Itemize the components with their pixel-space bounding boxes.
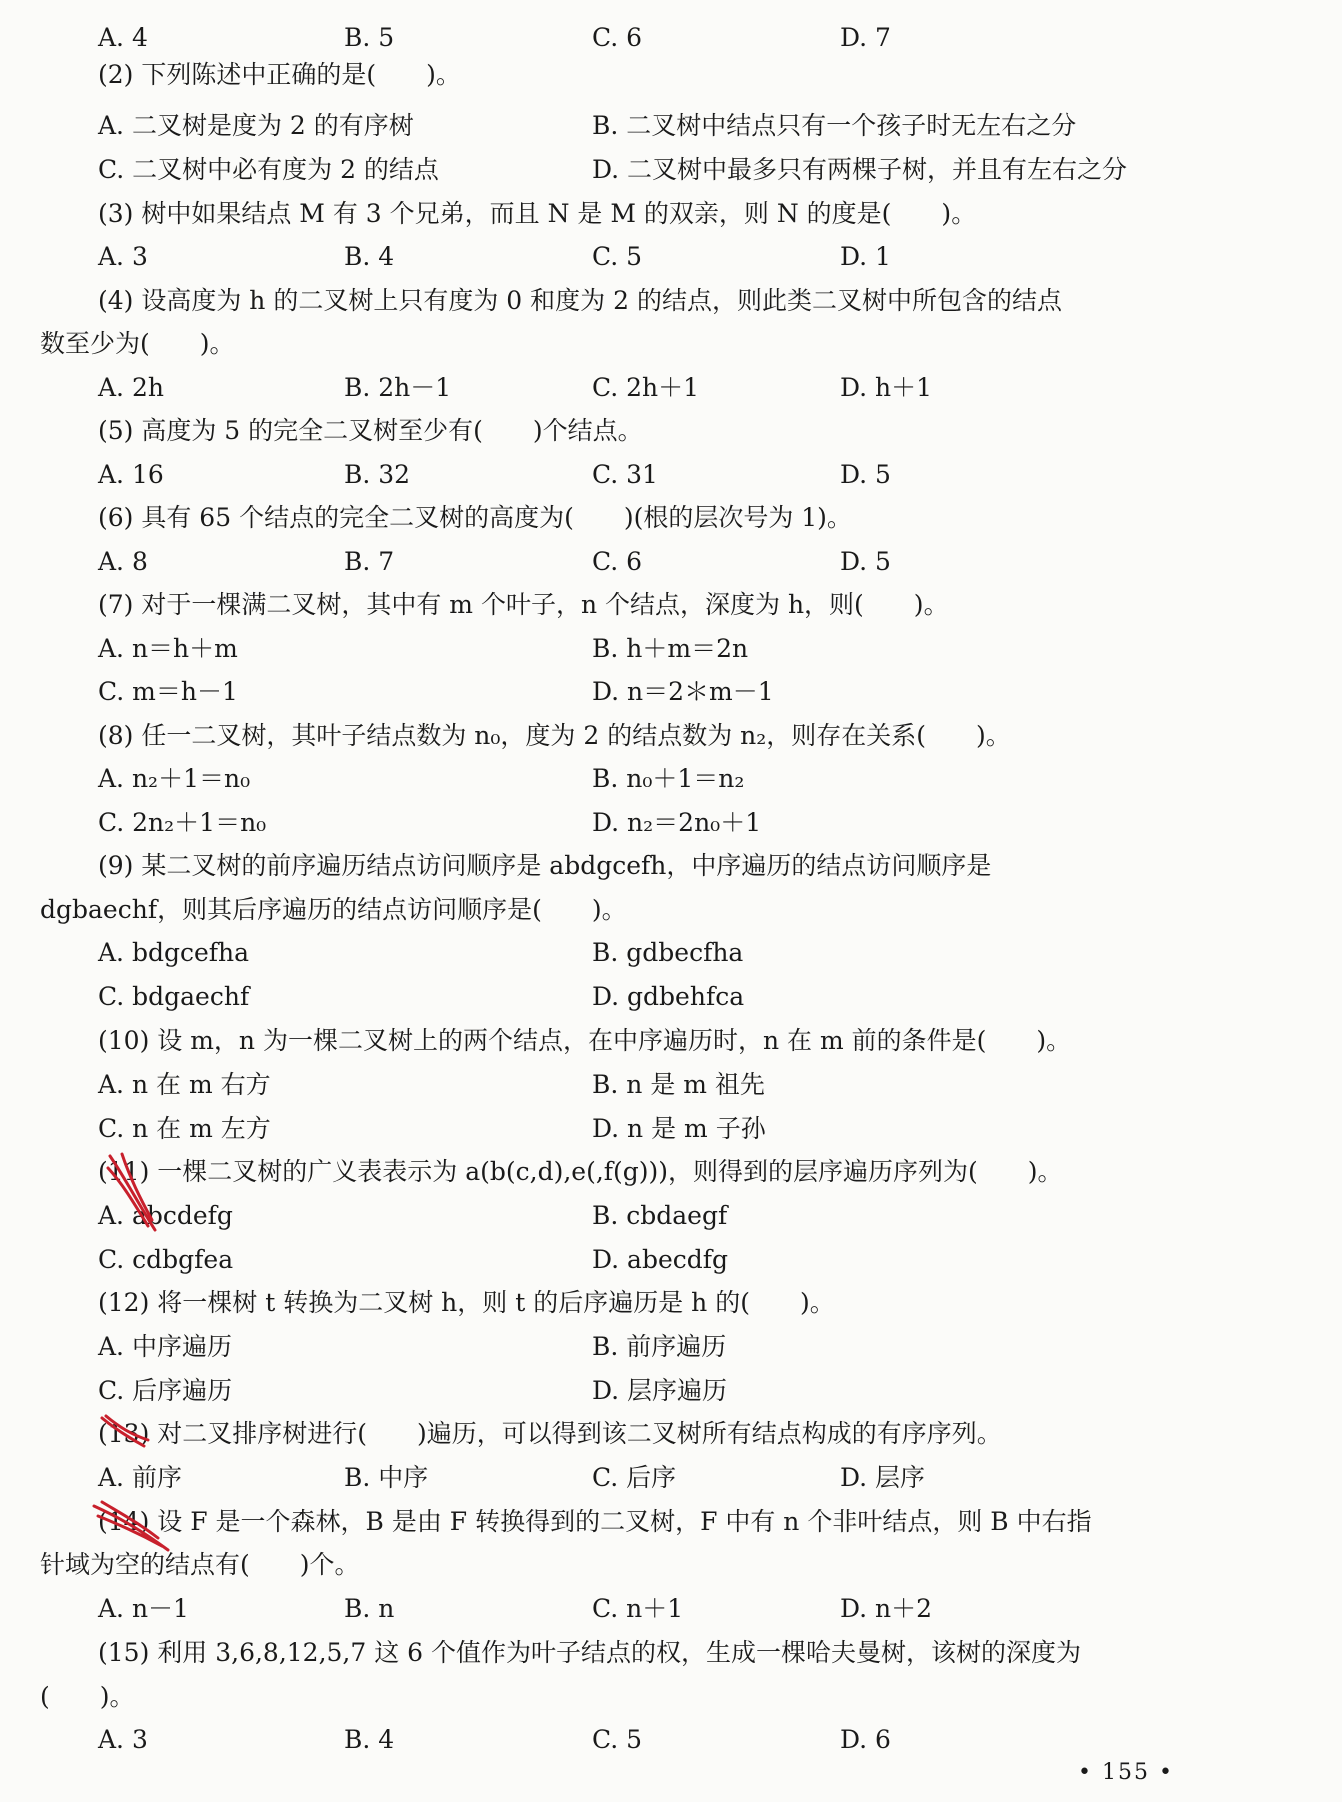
- page-number: • 155 •: [1078, 1760, 1174, 1785]
- answer-option: B. 7: [344, 547, 395, 576]
- answer-option: C. 5: [592, 1725, 643, 1754]
- question-text: (14) 设 F 是一个森林，B 是由 F 转换得到的二叉树，F 中有 n 个非叶结点，则 B 中右指: [98, 1507, 1092, 1536]
- question-line: [0, 192, 1342, 236]
- answer-option: C. 6: [592, 547, 643, 576]
- answer-option: D. 7: [840, 23, 891, 52]
- option-row: [0, 540, 1342, 584]
- answer-option: D. 6: [840, 1725, 891, 1754]
- question-text: (13) 对二叉排序树进行( )遍历，可以得到该二叉树所有结点构成的有序序列。: [98, 1419, 1002, 1448]
- option-row: [0, 1718, 1342, 1762]
- question-line: [0, 583, 1342, 627]
- answer-option: D. 层序遍历: [592, 1376, 728, 1405]
- answer-option: A. 中序遍历: [98, 1332, 232, 1361]
- question-text: (12) 将一棵树 t 转换为二叉树 h，则 t 的后序遍历是 h 的( )。: [98, 1288, 835, 1317]
- answer-option: B. n 是 m 祖先: [592, 1070, 765, 1099]
- red-check-mark-q14: [88, 1498, 178, 1558]
- answer-option: C. n＋1: [592, 1594, 684, 1623]
- option-row: [0, 1587, 1342, 1631]
- question-line: [0, 714, 1342, 758]
- question-line: [0, 279, 1342, 323]
- answer-option: D. abecdfg: [592, 1245, 729, 1274]
- question-line: [0, 1412, 1342, 1456]
- answer-option: C. 后序: [592, 1463, 677, 1492]
- question-line: [0, 888, 1342, 932]
- option-row: [0, 1063, 1342, 1107]
- option-row: [0, 366, 1342, 410]
- answer-option: D. 5: [840, 460, 891, 489]
- question-text: (9) 某二叉树的前序遍历结点访问顺序是 abdgcefh，中序遍历的结点访问顺序是: [98, 851, 992, 880]
- answer-option: B. h＋m＝2n: [592, 634, 749, 663]
- question-text: dgbaechf，则其后序遍历的结点访问顺序是( )。: [40, 895, 627, 924]
- question-text: 针域为空的结点有( )个。: [40, 1550, 360, 1579]
- red-check-mark-q13: [96, 1412, 156, 1452]
- option-row: [0, 1107, 1342, 1151]
- answer-option: A. 16: [98, 460, 164, 489]
- question-line: [0, 844, 1342, 888]
- answer-option: A. 3: [98, 1725, 148, 1754]
- answer-option: B. 4: [344, 242, 395, 271]
- answer-option: A. 2h: [98, 373, 164, 402]
- option-row: [0, 1194, 1342, 1238]
- question-text: (8) 任一二叉树，其叶子结点数为 n₀，度为 2 的结点数为 n₂，则存在关系( )。: [98, 721, 1011, 750]
- answer-option: A. 4: [98, 23, 148, 52]
- question-line: [0, 322, 1342, 366]
- answer-option: A. 前序: [98, 1463, 182, 1492]
- question-line: [0, 1675, 1342, 1719]
- question-text: (6) 具有 65 个结点的完全二叉树的高度为( )(根的层次号为 1)。: [98, 503, 852, 532]
- question-line: [0, 1281, 1342, 1325]
- option-row: [0, 627, 1342, 671]
- question-text: (10) 设 m，n 为一棵二叉树上的两个结点，在中序遍历时，n 在 m 前的条件是( )。: [98, 1026, 1072, 1055]
- answer-option: A. 二叉树是度为 2 的有序树: [98, 111, 414, 140]
- question-text: (3) 树中如果结点 M 有 3 个兄弟，而且 N 是 M 的双亲，则 N 的度是( )。: [98, 199, 977, 228]
- answer-option: A. abcdefg: [98, 1201, 233, 1230]
- question-text: (11) 一棵二叉树的广义表表示为 a(b(c,d),e(,f(g)))，则得到的层序遍历序列为( )。: [98, 1157, 1063, 1186]
- answer-option: B. gdbecfha: [592, 938, 744, 967]
- question-text: 数至少为( )。: [40, 329, 235, 358]
- question-text: (5) 高度为 5 的完全二叉树至少有( )个结点。: [98, 416, 643, 445]
- question-text: (4) 设高度为 h 的二叉树上只有度为 0 和度为 2 的结点，则此类二叉树中所包含的结点: [98, 286, 1062, 315]
- answer-option: C. 31: [592, 460, 658, 489]
- question-line: [0, 53, 1342, 97]
- answer-option: A. n 在 m 右方: [98, 1070, 271, 1099]
- option-row: [0, 104, 1342, 148]
- answer-option: D. n＝2＊m－1: [592, 677, 774, 706]
- answer-option: A. n₂＋1＝n₀: [98, 764, 251, 793]
- question-line: [0, 1019, 1342, 1063]
- answer-option: C. n 在 m 左方: [98, 1114, 271, 1143]
- answer-option: D. 5: [840, 547, 891, 576]
- answer-option: B. 中序: [344, 1463, 429, 1492]
- option-row: [0, 757, 1342, 801]
- answer-option: C. 5: [592, 242, 643, 271]
- answer-option: D. n＋2: [840, 1594, 933, 1623]
- answer-option: A. n－1: [98, 1594, 189, 1623]
- answer-option: B. cbdaegf: [592, 1201, 728, 1230]
- answer-option: B. 前序遍历: [592, 1332, 727, 1361]
- answer-option: B. 4: [344, 1725, 395, 1754]
- answer-option: A. n＝h＋m: [98, 634, 238, 663]
- question-text: ( )。: [40, 1682, 135, 1711]
- red-check-mark-q11: [100, 1148, 170, 1238]
- answer-option: C. cdbgfea: [98, 1245, 234, 1274]
- answer-option: D. gdbehfca: [592, 982, 745, 1011]
- option-row: [0, 1325, 1342, 1369]
- answer-option: C. 二叉树中必有度为 2 的结点: [98, 155, 439, 184]
- answer-option: D. h＋1: [840, 373, 933, 402]
- question-line: [0, 1543, 1342, 1587]
- answer-option: D. n 是 m 子孙: [592, 1114, 766, 1143]
- option-row: [0, 670, 1342, 714]
- option-row: [0, 1456, 1342, 1500]
- answer-option: C. 后序遍历: [98, 1376, 233, 1405]
- option-row: [0, 975, 1342, 1019]
- answer-option: C. 2h＋1: [592, 373, 700, 402]
- answer-option: A. 8: [98, 547, 148, 576]
- answer-option: D. 二叉树中最多只有两棵子树，并且有左右之分: [592, 155, 1128, 184]
- question-line: [0, 409, 1342, 453]
- answer-option: D. n₂＝2n₀＋1: [592, 808, 762, 837]
- answer-option: C. 6: [592, 23, 643, 52]
- answer-option: B. n₀＋1＝n₂: [592, 764, 745, 793]
- option-row: [0, 801, 1342, 845]
- answer-option: D. 1: [840, 242, 891, 271]
- answer-option: B. 5: [344, 23, 395, 52]
- answer-option: C. 2n₂＋1＝n₀: [98, 808, 267, 837]
- answer-option: B. 2h－1: [344, 373, 452, 402]
- option-row: [0, 931, 1342, 975]
- answer-option: D. 层序: [840, 1463, 926, 1492]
- question-line: [0, 496, 1342, 540]
- question-line: [0, 1150, 1342, 1194]
- question-text: (7) 对于一棵满二叉树，其中有 m 个叶子，n 个结点，深度为 h，则( )。: [98, 590, 949, 619]
- question-text: (2) 下列陈述中正确的是( )。: [98, 60, 461, 89]
- question-text: (15) 利用 3,6,8,12,5,7 这 6 个值作为叶子结点的权，生成一棵哈夫曼树，该树的深度为: [98, 1638, 1082, 1667]
- answer-option: B. 二叉树中结点只有一个孩子时无左右之分: [592, 111, 1077, 140]
- option-row: [0, 1369, 1342, 1413]
- option-row: [0, 453, 1342, 497]
- answer-option: C. bdgaechf: [98, 982, 250, 1011]
- option-row: [0, 1238, 1342, 1282]
- option-row: [0, 235, 1342, 279]
- question-line: [0, 1631, 1342, 1675]
- answer-option: B. n: [344, 1594, 395, 1623]
- option-row: [0, 148, 1342, 192]
- question-line: [0, 1500, 1342, 1544]
- answer-option: A. 3: [98, 242, 148, 271]
- answer-option: A. bdgcefha: [98, 938, 250, 967]
- answer-option: B. 32: [344, 460, 411, 489]
- answer-option: C. m＝h－1: [98, 677, 238, 706]
